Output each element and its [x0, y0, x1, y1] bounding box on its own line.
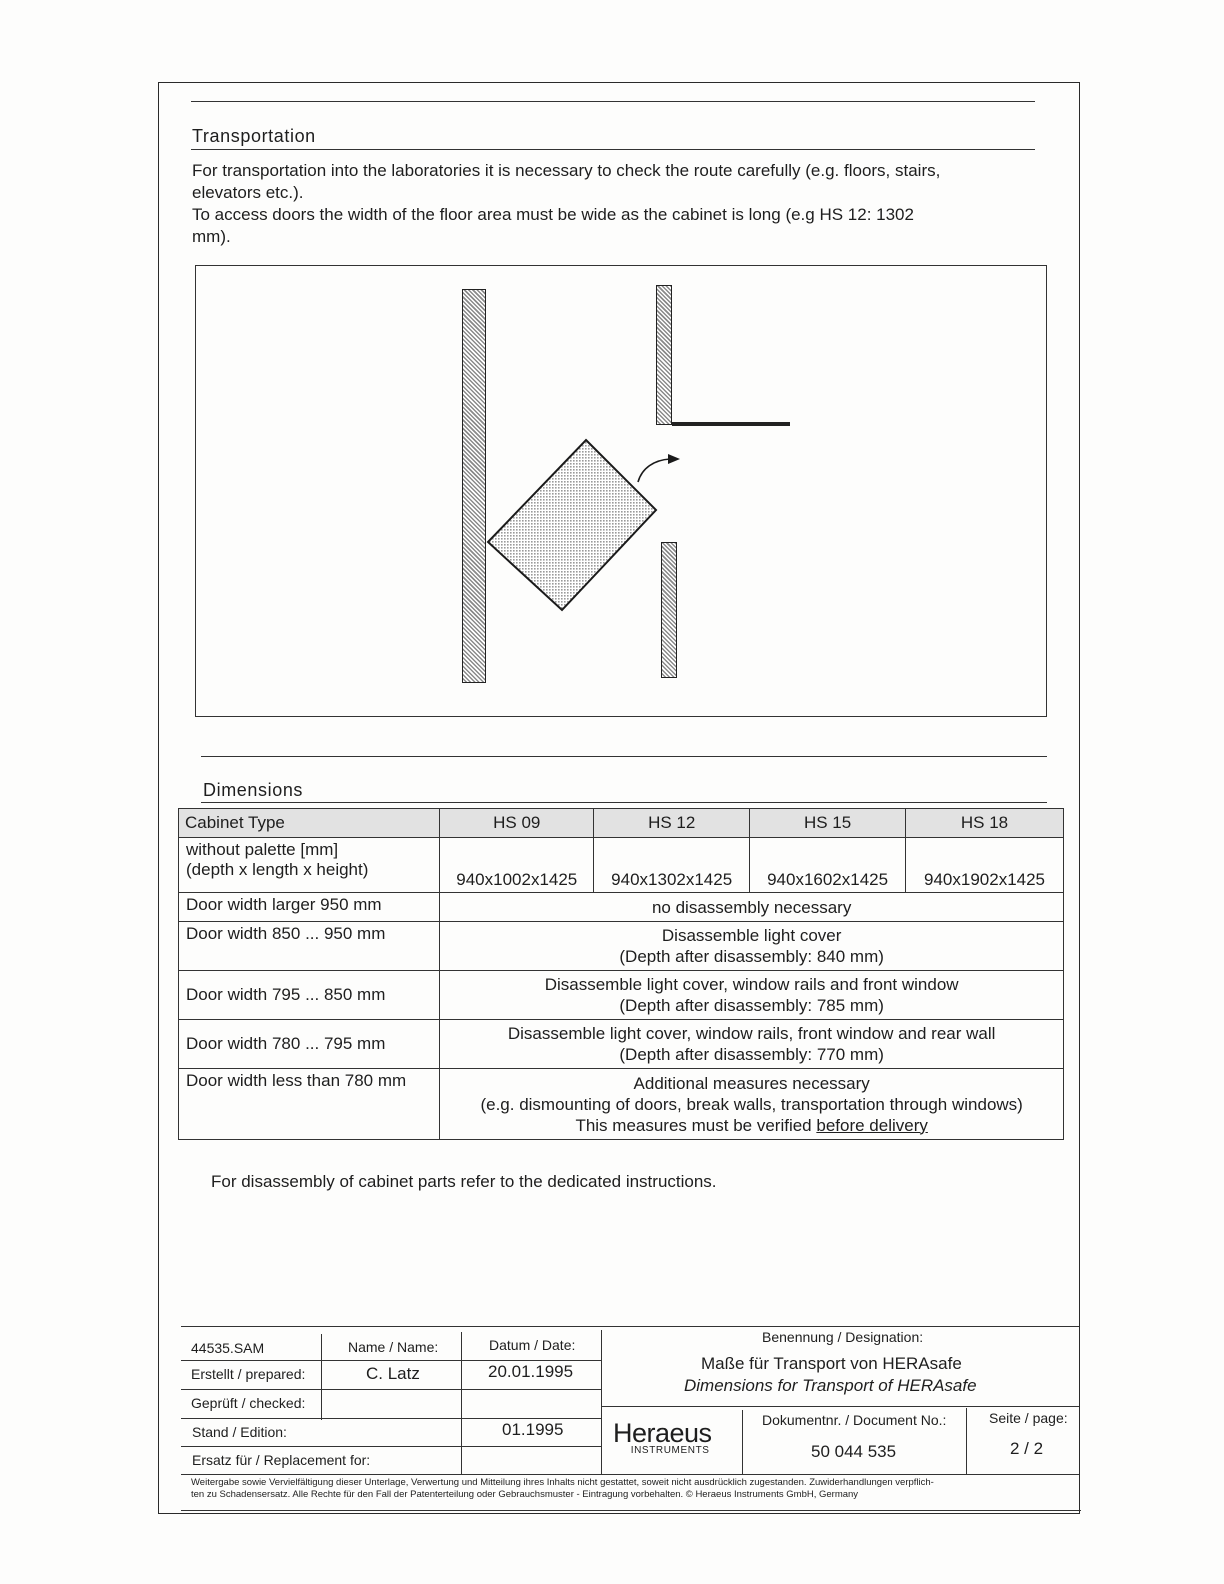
prepared-label: Erstellt / prepared:	[191, 1366, 306, 1382]
size-row-label-line: (depth x length x height)	[186, 860, 369, 879]
header-model: HS 12	[594, 809, 750, 838]
disassembly-note: For disassembly of cabinet parts refer to the dedicated instructions.	[211, 1172, 717, 1191]
title-block-divider	[181, 1389, 601, 1390]
size-row-label	[179, 838, 440, 893]
table-row	[179, 1020, 1064, 1069]
requirement-line: Disassemble light cover, window rails, front window and rear wall	[507, 1024, 996, 1043]
edition-value: 01.1995	[502, 1420, 564, 1439]
requirement-line: (Depth after disassembly: 770 mm)	[619, 1045, 884, 1064]
row-requirement	[440, 971, 1064, 1020]
logo-subtitle: INSTRUMENTS	[630, 1445, 710, 1456]
requirement-line	[446, 1115, 1057, 1136]
row-requirement	[440, 1020, 1064, 1069]
row-label: Door width 795 ... 850 mm	[179, 971, 440, 1020]
title-block-divider	[461, 1332, 462, 1474]
door-frame-upper	[656, 285, 672, 425]
edition-label: Stand / Edition:	[192, 1424, 287, 1440]
transportation-rule	[191, 149, 1035, 150]
document-number-label: Dokumentnr. / Document No.:	[762, 1412, 947, 1428]
designation-english: Dimensions for Transport of HERAsafe	[684, 1376, 977, 1395]
title-block-divider	[966, 1408, 967, 1474]
requirement-line: Additional measures necessary	[633, 1073, 870, 1093]
row-requirement	[440, 1069, 1064, 1140]
open-door-leaf	[672, 422, 790, 426]
transportation-line: mm).	[192, 227, 231, 246]
table-row	[179, 893, 1064, 922]
requirement-line: Disassemble light cover	[661, 926, 842, 945]
requirement-text: This measures must be verified	[575, 1115, 817, 1135]
header-cabinet-type: Cabinet Type	[179, 809, 440, 838]
header-model: HS 09	[440, 809, 594, 838]
checked-label: Geprüft / checked:	[191, 1395, 306, 1411]
requirement-line: no disassembly necessary	[651, 897, 852, 917]
row-label: Door width 850 ... 950 mm	[179, 922, 440, 971]
dimensions-title: Dimensions	[203, 780, 304, 800]
dimensions-top-rule	[201, 756, 1047, 757]
transportation-line: For transportation into the laboratories it is necessary to check the route carefully (e.g. floors, stairs,	[192, 161, 941, 180]
transportation-text	[192, 160, 940, 248]
row-label: Door width less than 780 mm	[179, 1069, 440, 1140]
table-row	[179, 838, 1064, 893]
designation-label: Benennung / Designation:	[762, 1329, 924, 1345]
page-number: 2 / 2	[1010, 1439, 1044, 1458]
legal-line: Weitergabe sowie Vervielfältigung dieser Unterlage, Verwertung und Mitteilung ihres Inhalts nicht gestattet, soweit nicht ausdrücklich zugestanden. Zuwiderhandlungen verpflich-	[191, 1477, 934, 1488]
title-block-divider	[601, 1330, 602, 1474]
table-row	[179, 922, 1064, 971]
heraeus-logo	[613, 1420, 712, 1456]
size-value: 940x1002x1425	[440, 838, 594, 893]
size-value: 940x1902x1425	[906, 838, 1064, 893]
title-block-divider	[181, 1360, 601, 1361]
title-block-divider	[181, 1418, 601, 1419]
document-number: 50 044 535	[811, 1442, 897, 1461]
requirement-line: (Depth after disassembly: 840 mm)	[619, 947, 884, 966]
header-model: HS 15	[750, 809, 906, 838]
transportation-line: To access doors the width of the floor area must be wide as the cabinet is long (e.g HS 12: 1302	[192, 205, 914, 224]
date-header: Datum / Date:	[489, 1337, 576, 1353]
dimensions-rule	[201, 802, 1047, 803]
transportation-title: Transportation	[192, 126, 316, 146]
title-block-divider	[601, 1406, 1079, 1407]
table-row	[179, 1069, 1064, 1140]
title-block-divider	[321, 1334, 322, 1420]
page-label: Seite / page:	[989, 1410, 1068, 1426]
replacement-label: Ersatz für / Replacement for:	[192, 1452, 371, 1468]
requirement-line: (e.g. dismounting of doors, break walls, transportation through windows)	[480, 1094, 1023, 1114]
table-row	[179, 971, 1064, 1020]
size-value: 940x1302x1425	[594, 838, 750, 893]
transportation-line: elevators etc.).	[192, 183, 304, 202]
row-requirement	[440, 893, 1064, 922]
requirement-line: (Depth after disassembly: 785 mm)	[619, 996, 884, 1015]
logo-brand: Heraeus	[613, 1418, 712, 1448]
size-row-label-line: without palette [mm]	[186, 840, 339, 859]
header-model: HS 18	[906, 809, 1064, 838]
legal-notice	[191, 1477, 934, 1501]
dimensions-table	[178, 808, 1064, 1140]
requirement-line: Disassemble light cover, window rails and front window	[544, 975, 959, 994]
requirement-emphasis: before delivery	[816, 1115, 928, 1135]
row-label: Door width larger 950 mm	[179, 893, 440, 922]
prepared-date: 20.01.1995	[488, 1362, 574, 1381]
top-rule	[191, 101, 1035, 102]
prepared-name: C. Latz	[366, 1364, 420, 1383]
title-block-divider	[742, 1410, 743, 1474]
rotation-arrow-icon	[632, 450, 686, 490]
bottom-rule	[181, 1510, 1081, 1511]
row-label: Door width 780 ... 795 mm	[179, 1020, 440, 1069]
file-name: 44535.SAM	[191, 1340, 265, 1356]
name-header: Name / Name:	[348, 1339, 439, 1355]
row-requirement	[440, 922, 1064, 971]
designation-german: Maße für Transport von HERAsafe	[701, 1354, 962, 1373]
legal-line: ten zu Schadensersatz. Alle Rechte für den Fall der Patenterteilung oder Gebrauchsmuster - Eintragung vorbehalten. © Heraeus Instruments GmbH, Germany	[191, 1489, 859, 1500]
title-block-divider	[181, 1446, 601, 1447]
size-value: 940x1602x1425	[750, 838, 906, 893]
title-block-divider	[181, 1474, 1079, 1475]
table-header-row	[179, 809, 1064, 838]
